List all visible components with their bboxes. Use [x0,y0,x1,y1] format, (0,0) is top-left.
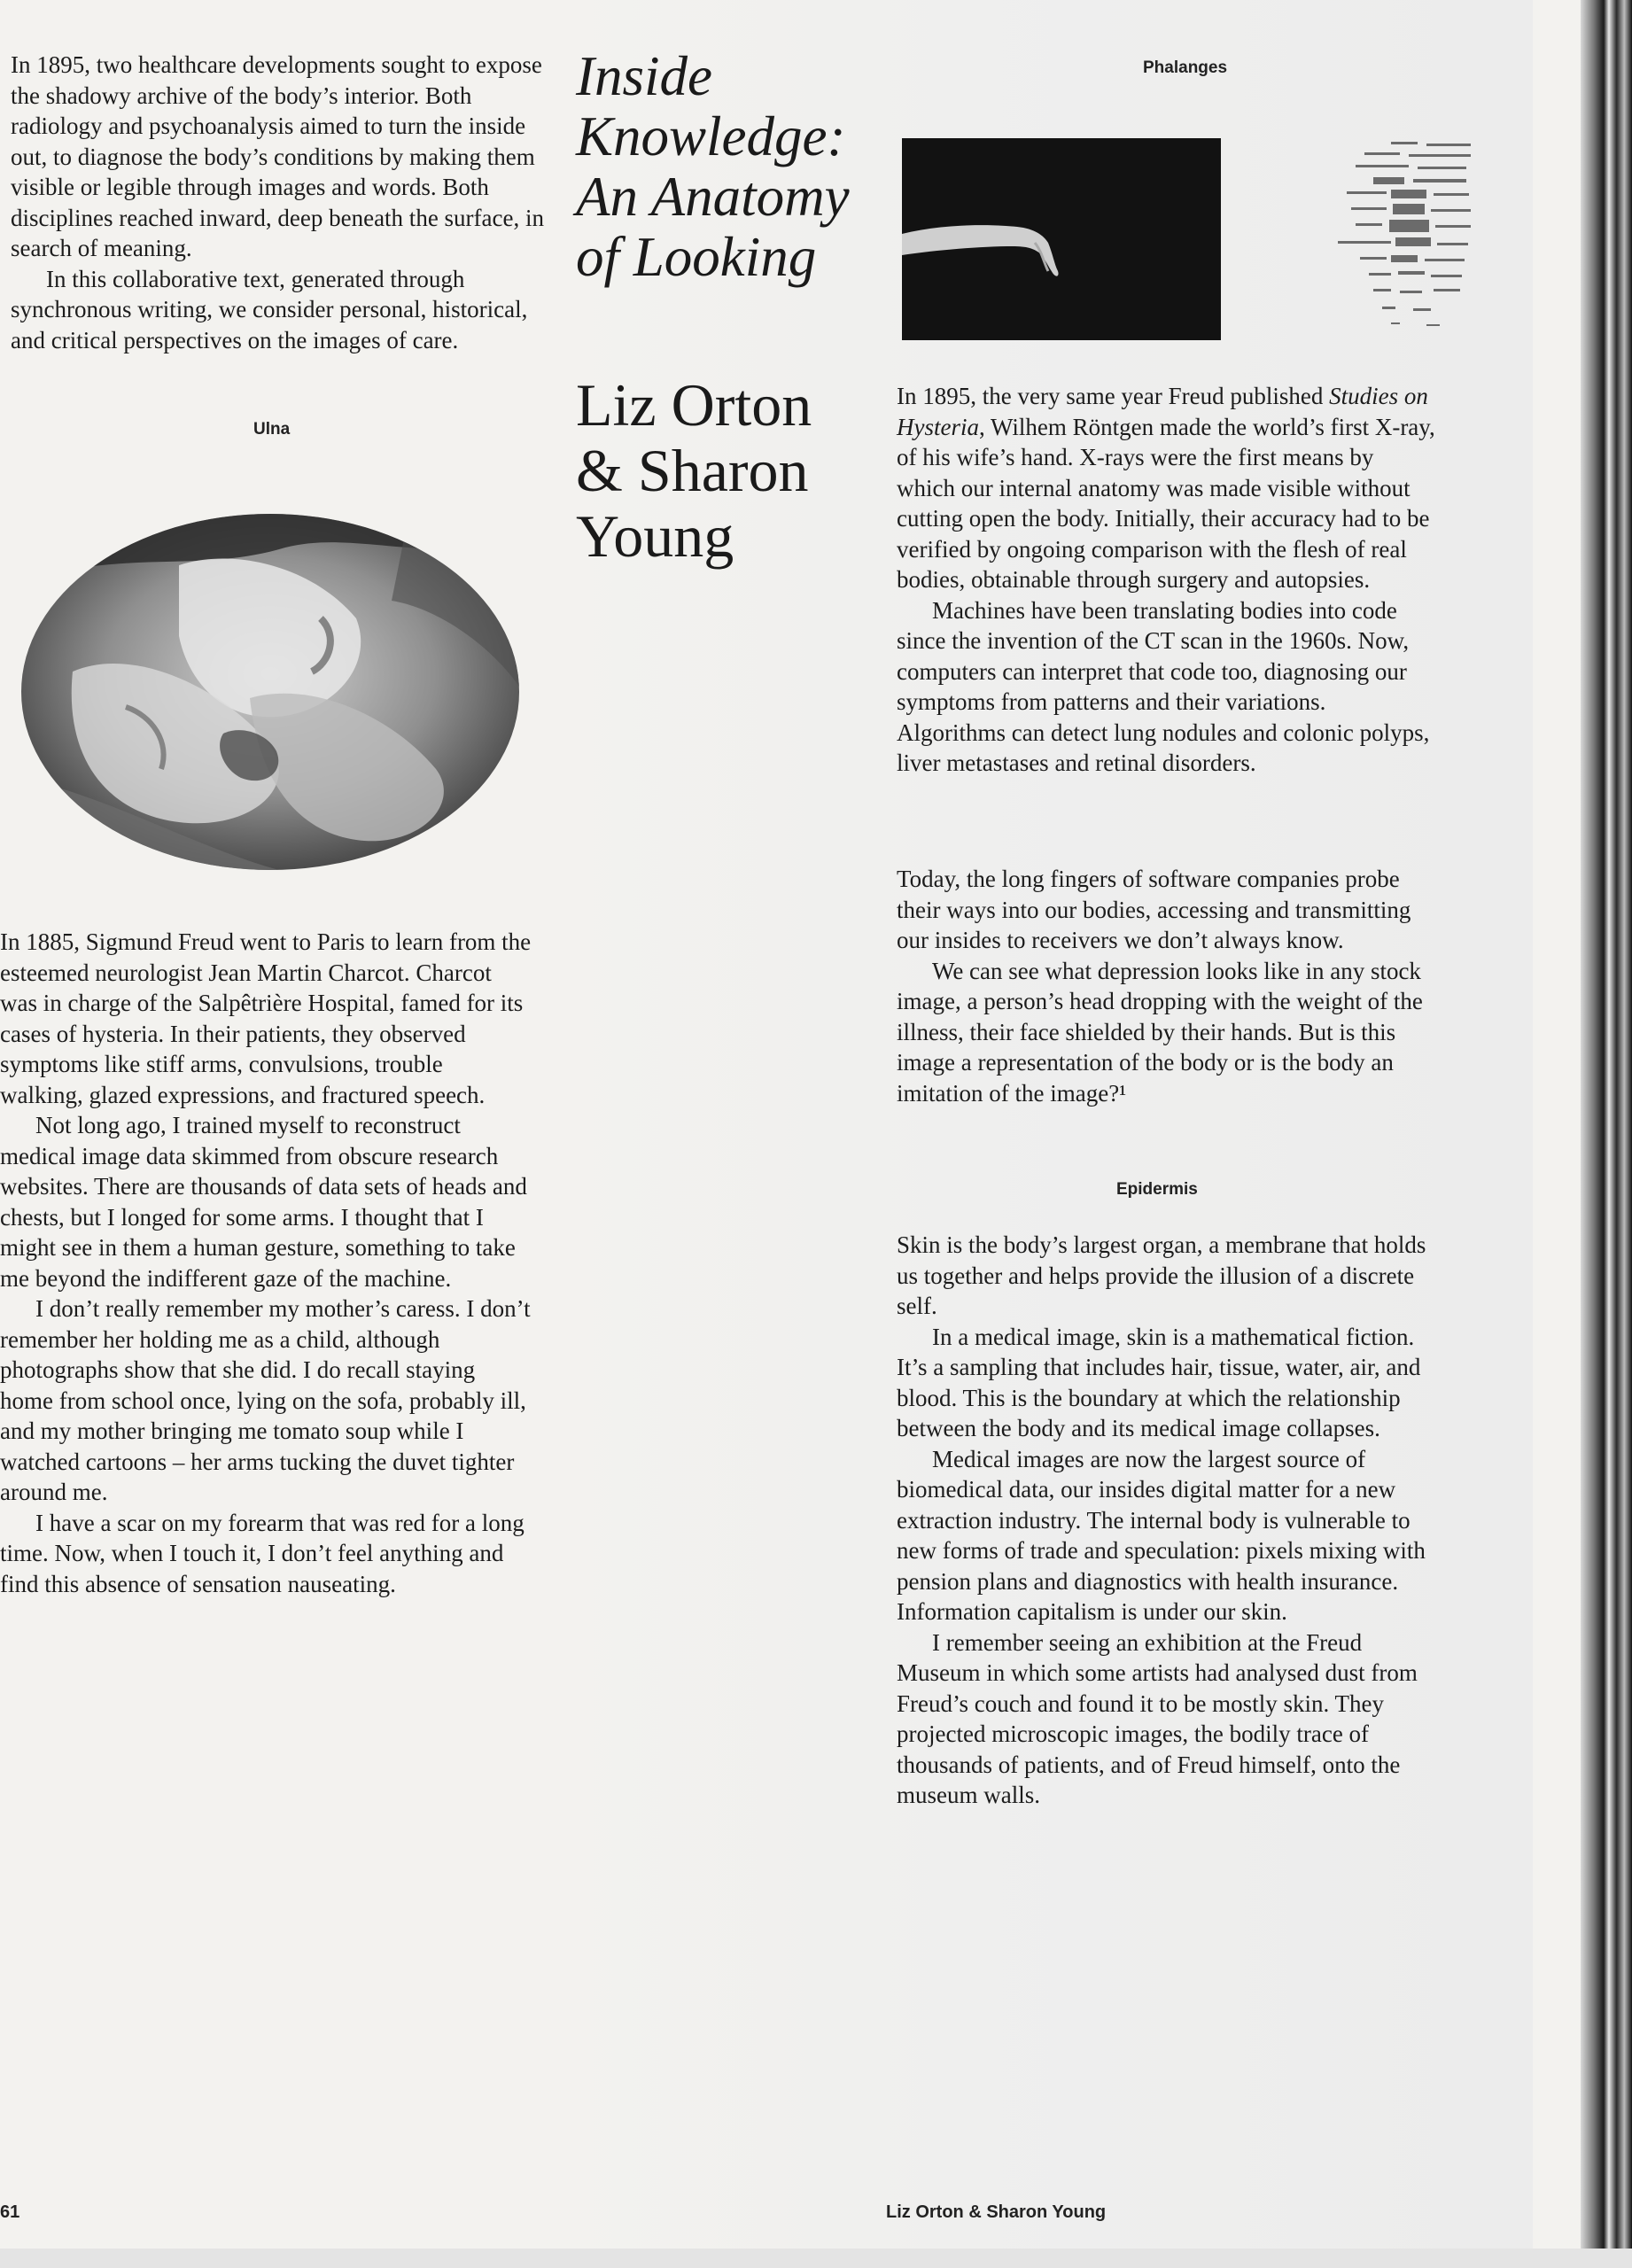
glitched-text-image [1329,133,1480,346]
phalanges-text [897,381,1437,779]
body-text: , Wilhem Röntgen made the world’s first X-ray, of his wife’s hand. X-rays were the first means by which our internal anatomy was made visible without cutting open the body. Initially, their accuracy had to be verified by ongoing comparison with the flesh of real bodies, obtainable through surgery and autopsies. [897,413,1435,593]
intro-text [11,50,551,355]
body-paragraph: I don’t really remember my mother’s caress. I don’t remember her holding me as a child, although photographs show that she did. I do recall staying home from school once, lying on the sofa, probably ill, and my mother bringing me tomato soup while I watched cartoons – her arms tucking the duvet tighter around me. [0,1295,531,1505]
running-footer: Liz Orton & Sharon Young [886,2202,1107,2222]
body-text: In 1895, the very same year Freud published [897,383,1330,409]
author-line: & Sharon [576,437,809,504]
section-heading-phalanges: Phalanges [1143,58,1228,77]
page-bottom-edge [0,2249,1632,2268]
page-number: 61 [0,2202,20,2222]
body-paragraph [897,381,1437,595]
phalanges-text-continued [897,864,1437,1108]
title-line: Inside [576,45,712,107]
intro-paragraph: In 1895, two healthcare developments sought to expose the shadowy archive of the body’s interior. Both radiology and psychoanalysis aimed to turn the inside out, to diagnose the body’s conditions by making them visible or legible through images and words. Both disciplines reached inward, deep beneath the surface, in search of meaning. [11,51,544,261]
phalanges-photograph [902,138,1221,340]
body-paragraph: Skin is the body’s largest organ, a membrane that holds us together and helps provide the illusion of a discrete self. [897,1231,1426,1319]
section-heading-ulna: Ulna [253,420,291,439]
body-paragraph: In a medical image, skin is a mathematical fiction. It’s a sampling that includes hair, tissue, water, air, and blood. This is the boundary at which the relationship between the body and its medical image collapses. [897,1323,1421,1441]
title-line: of Looking [576,226,817,288]
title-line: Knowledge: [576,105,846,167]
book-spine-edge [1581,0,1632,2268]
ulna-photograph [19,512,521,872]
title-line: An Anatomy [576,166,850,228]
intro-paragraph: In this collaborative text, generated through synchronous writing, we consider personal, historical, and critical perspectives on the images of care. [11,265,528,353]
author-line: Liz Orton [576,371,812,439]
ulna-text [0,927,532,1599]
body-paragraph: Machines have been translating bodies into code since the invention of the CT scan in the 1960s. Now, computers can interpret that code too, diagnosing our symptoms from patterns and their variations. Algorithms can detect lung nodules and colonic polyps, liver metastases and retinal disorders. [897,596,1430,776]
section-heading-epidermis: Epidermis [1116,1180,1198,1199]
epidermis-text [897,1230,1437,1811]
article-authors [576,372,868,569]
article-title [576,46,868,287]
body-paragraph: We can see what depression looks like in any stock image, a person’s head dropping with the weight of the illness, their face shielded by their hands. But is this image a representation of the body or is the body an imitation of the image?¹ [897,957,1423,1107]
body-paragraph: I remember seeing an exhibition at the Freud Museum in which some artists had analysed dust from Freud’s couch and found it to be mostly skin. They projected microscopic images, the bodily trace of thousands of patients, and of Freud himself, onto the museum walls. [897,1628,1418,1808]
body-paragraph: In 1885, Sigmund Freud went to Paris to learn from the esteemed neurologist Jean Martin Charcot. Charcot was in charge of the Salpêtrière Hospital, famed for its cases of hysteria. In their patients, they observed symptoms like stiff arms, convulsions, trouble walking, glazed expressions, and fractured speech. [0,928,532,1108]
author-line: Young [576,502,734,570]
body-paragraph: Today, the long fingers of software companies probe their ways into our bodies, accessing and transmitting our insides to receivers we don’t always know. [897,866,1411,953]
body-paragraph: Medical images are now the largest source of biomedical data, our insides digital matter for a new extraction industry. The internal body is vulnerable to new forms of trade and speculation: pixels mixing with pension plans and diagnostics with health insurance. Information capitalism is under our skin. [897,1445,1426,1625]
book-title: Studies on Hysteria [897,383,1428,440]
body-paragraph: Not long ago, I trained myself to reconstruct medical image data skimmed from obscure research websites. There are thousands of data sets of heads and chests, but I longed for some arms. I thought that I might see in them a human gesture, something to take me beyond the indifferent gaze of the machine. [0,1112,527,1292]
body-paragraph: I have a scar on my forearm that was red for a long time. Now, when I touch it, I don’t feel anything and find this absence of sensation nauseating. [0,1509,525,1597]
